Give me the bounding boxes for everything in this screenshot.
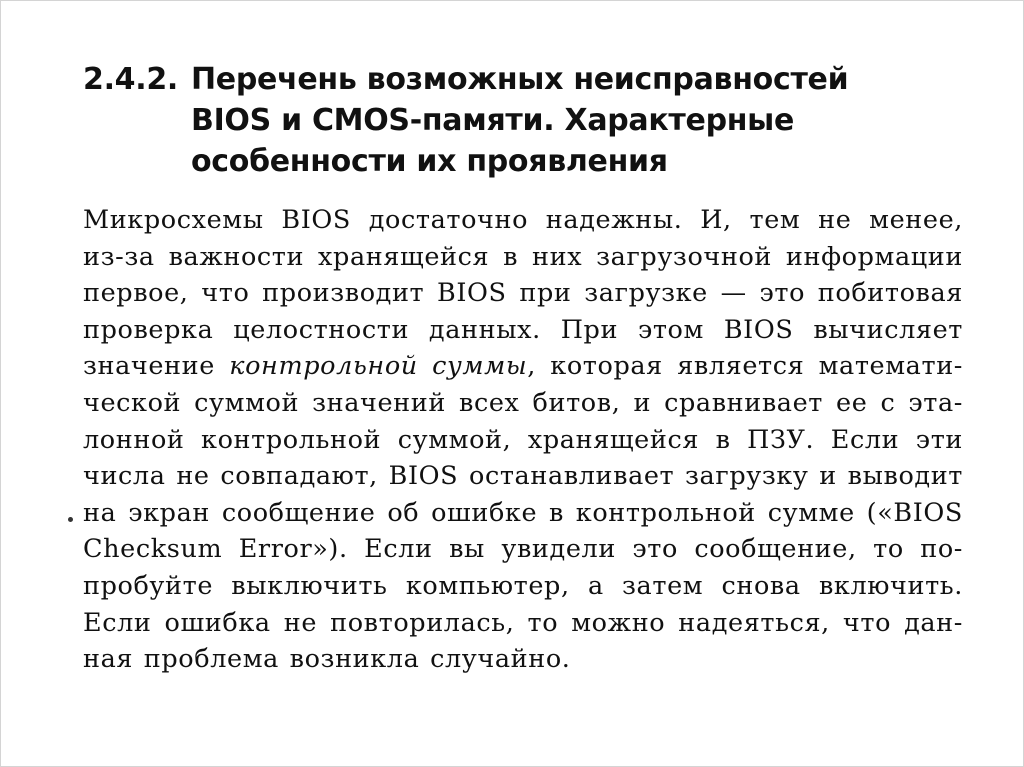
line-text: Checksum Error»). Если вы увидели это сообщение, то по- — [83, 534, 963, 565]
paragraph-line — [83, 605, 963, 642]
line-text: первое, что производит BIOS при загрузке — это побитовая — [83, 278, 963, 309]
section-title-line: BIOS и CMOS-памяти. Характерные — [191, 103, 795, 138]
paragraph-line — [83, 202, 963, 239]
paragraph-line — [83, 422, 963, 459]
line-text-after: , которая является математи- — [527, 351, 964, 382]
section-number: 2.4.2. — [83, 62, 179, 97]
section-title-line: Перечень возможных неисправностей — [191, 62, 849, 97]
line-text: ная проблема возникла случайно. — [83, 644, 571, 675]
paragraph-line — [83, 495, 963, 532]
paragraph-line — [83, 275, 963, 312]
line-text: проверка целостности данных. При этом BIOS вычисляет — [83, 314, 963, 345]
paragraph-line — [83, 458, 963, 495]
margin-dot — [68, 517, 73, 522]
line-text: Микросхемы BIOS достаточно надежны. И, тем не менее, — [83, 205, 963, 235]
section-title — [191, 59, 963, 182]
paragraph-line — [83, 568, 963, 605]
line-text: ческой суммой значений всех битов, и сравнивает ее с эта- — [83, 387, 963, 418]
line-text: из-за важности хранящейся в них загрузочной информации — [83, 241, 963, 272]
line-text: пробуйте выключить компьютер, а затем снова включить. — [83, 570, 963, 601]
body-paragraph — [83, 202, 963, 678]
document-page — [83, 59, 963, 678]
section-heading — [83, 59, 963, 182]
line-text: Если ошибка не повторилась, то можно надеяться, что дан- — [83, 607, 963, 638]
paragraph-line — [83, 531, 963, 568]
paragraph-line — [83, 239, 963, 276]
paragraph-line — [83, 312, 963, 349]
checksum-term: контрольной суммы — [229, 351, 528, 382]
paragraph-line — [83, 348, 963, 385]
line-text: на экран сообщение об ошибке в контрольной сумме («BIOS — [83, 497, 963, 528]
line-text: лонной контрольной суммой, хранящейся в ПЗУ. Если эти — [83, 424, 963, 455]
paragraph-line — [83, 385, 963, 422]
paragraph-line — [83, 641, 963, 678]
line-text: числа не совпадают, BIOS останавливает загрузку и выводит — [83, 461, 963, 492]
line-text-before: значение — [83, 351, 230, 382]
section-title-line: особенности их проявления — [191, 144, 668, 179]
